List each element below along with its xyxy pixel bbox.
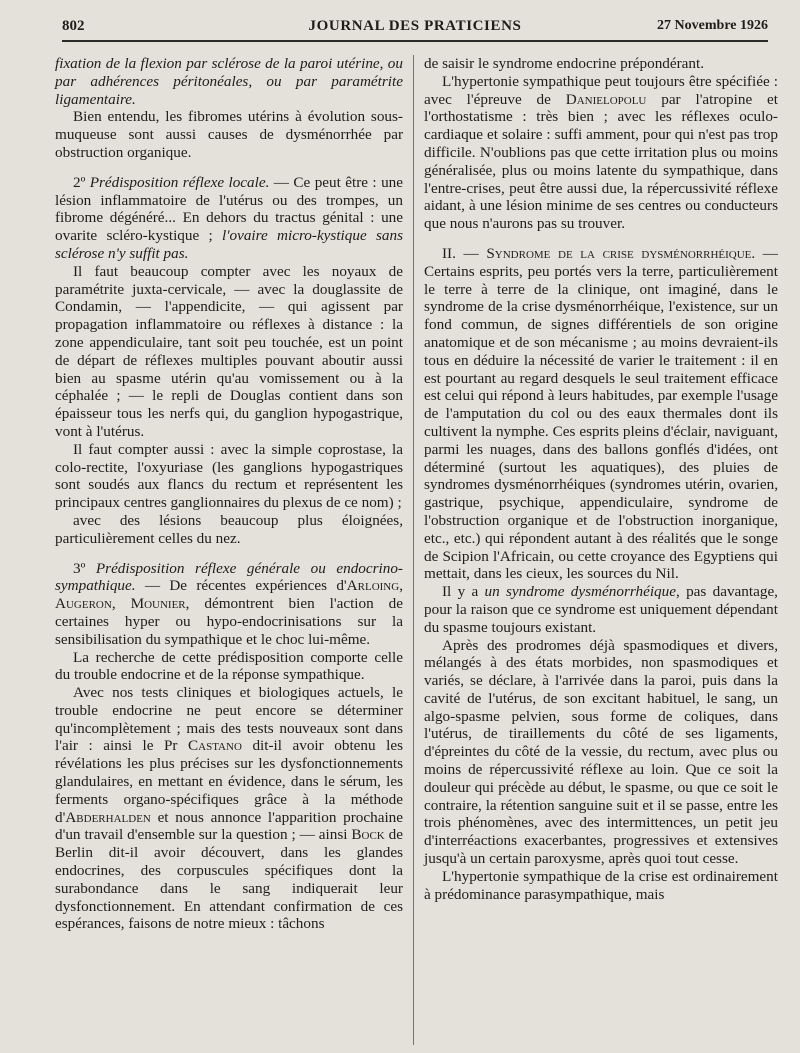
right-column	[424, 55, 778, 903]
author-name: Arloing	[346, 577, 400, 595]
author-name: Abderhalden	[65, 808, 151, 826]
section-paragraph: 2º Prédisposition réflexe locale. — Ce peut être : une lésion inflammatoire de l'utérus ou des trompes, un fibrome dégénéré... En dehors du tractus génital : une ovarite scléro-kystique ; l'ovaire micro-kystique sans sclérose n'y suffit pas.	[55, 173, 403, 262]
section-heading: Syndrome de la crise dysménorrhéique.	[486, 244, 756, 262]
author-name: Bock	[351, 826, 385, 844]
author-name: Castano	[188, 737, 242, 755]
paragraph: avec des lésions beaucoup plus éloignées, particulièrement celles du nez.	[55, 511, 403, 547]
column-divider	[413, 55, 414, 1045]
left-column	[55, 55, 403, 933]
journal-title: JOURNAL DES PRATICIENS	[308, 18, 522, 34]
paragraph: Avec nos tests cliniques et biologiques actuels, le trouble endocrine ne peut encore se déterminer qu'incomplètement ; mais des tests nouveaux sont dans l'air : ainsi le Pr Castano dit-il avoir obtenu les révélations les plus précises sur les dysfonctionnements glandulaires, en mettant en évidence, dans le sérum, les ferments organo-spécifiques grâce à la méthode d'Abderhalden et nous annonce l'apparition prochaine d'un travail d'ensemble sur la question ; — ainsi Bock de Berlin dit-il avoir découvert, dans les glandes endocrines, des corpuscules spécifiques dont la surabondance dans le sang indiquerait leur dysfonctionnement. En attendant confirmation de ces espérances, faisons de notre mieux : tâchons	[55, 684, 403, 933]
paragraph: fixation de la flexion par sclérose de la paroi utérine, ou par adhérences péritonéales, ou par paramétrite ligamentaire.	[55, 55, 403, 108]
page-number: 802	[62, 18, 85, 34]
paragraph: L'hypertonie sympathique peut toujours être spécifiée : avec l'épreuve de Danielopolu par l'atropine et l'orthostatisme : très bien ; avec les réflexes oculo-cardiaque et solaire : suffi amment, pour qui n'est pas trop difficile. N'oublions pas que cette irritation plus ou moins généralisée, plus ou moins latente du sympathique, dans l'entre-crises, peut être aussi due, la répercussivité réflexe aidant, à une lésion minime de ses centres ou conducteurs que nous n'aurons pas su trouver.	[424, 72, 778, 233]
section-paragraph: II. — Syndrome de la crise dysménorrhéique. — Certains esprits, peu portés vers la terre, particulièrement le terre à terre de la clinique, ont imaginé, dans le syndrome de la crise dysménorrhéique, l'existence, sur un fond commun, de signes différentiels de son origine anatomique et de son mécanisme ; au moins devraient-ils tous en déduire la nécessité de varier le traitement : il en est pourtant au regard desquels le seul traitement efficace est celui qui répond à leurs habitudes, par exemple l'usage de l'amputation du col ou des eaux thermales dont ils cultivent la nymphe. Ces esprits pleins d'éclair, naviguant, parmi les nuages, dans des ballons gonflés d'idées, ont déterminé (surtout les aquatiques), des pluies de syndromes dysménorrhéiques (syndromes utérin, ovarien, gastrique, psychique, appendiculaire, syndrome de l'obstruction organique et de l'obstruction inorganique, etc., etc.) qui répondent autant à des réalités que le songe de Scipion l'Africain, ou cette croyance des Egyptiens qui mettait, dans les cieux, les sources du Nil.	[424, 244, 778, 583]
issue-date: 27 Novembre 1926	[657, 18, 768, 33]
author-name: Mounier	[130, 595, 186, 613]
section-paragraph: 3º Prédisposition réflexe générale ou endocrino-sympathique. — De récentes expériences d'Arloing, Augeron, Mounier, démontrent bien l'action de certaines hyper ou hypo-endocrinisations sur la sensibilisation du sympathique et le choc lui-même.	[55, 559, 404, 648]
paragraph: Il y a un syndrome dysménorrhéique, pas davantage, pour la raison que ce syndrome est uniquement dépendant du spasme toujours existant.	[424, 583, 778, 636]
running-header	[62, 18, 768, 42]
paragraph: de saisir le syndrome endocrine prépondérant.	[424, 55, 705, 72]
paragraph: L'hypertonie sympathique de la crise est ordinairement à prédominance parasympathique, mais	[424, 867, 778, 903]
paragraph: La recherche de cette prédisposition comporte celle du trouble endocrine et de la réponse sympathique.	[55, 648, 403, 684]
author-name: Augeron	[55, 595, 112, 613]
paragraph: Il faut beaucoup compter avec les noyaux de paramétrite juxta-cervicale, — avec la douglassite de Condamin, — l'appendicite, — qui agissent par propagation inflammatoire ou réflexes à distance : la zone appendiculaire, tant soit peu touchée, est un point de départ de réflexes multiples pouvant aboutir aussi bien au spasme utérin qu'au vomissement ou à la céphalée ; — le repli de Douglas contient dans son épaisseur tous les nerfs qui, du ganglion hypogastrique, vont à l'utérus.	[55, 262, 403, 440]
paragraph: Bien entendu, les fibromes utérins à évolution sous-muqueuse sont aussi causes de dysménorrhée par obstruction organique.	[55, 108, 403, 161]
paragraph: Il faut compter aussi : avec la simple coprostase, la colo-rectite, l'oxyuriase (les ganglions hypogastriques sont soudés aux flancs du rectum et représentent les principaux centres ganglionnaires du plexus de ce nom) ;	[55, 440, 403, 512]
section-heading: Prédisposition réflexe générale ou endocrino-sympathique.	[55, 559, 403, 595]
section-heading: Prédisposition réflexe locale.	[89, 173, 270, 191]
paragraph: Après des prodromes déjà spasmodiques et divers, mélangés à des états morbides, non spasmodiques et variés, se déclare, à l'arrivée dans la paroi, puis dans la cavité de l'utérus, de son excitant habituel, le sang, un algo-spasme pelvien, sous forme de coliques, dans l'utérus, de tiraillements du côté de ses ligaments, d'épreintes du côté de la vessie, du rectum, avec plus ou moins de répercussivité réflexe au loin. Que ce soit la douleur qui précède au début, le spasme, ou que ce soit le contraire, la rétention sanguine suit et il se passe, entre les trois phénomènes, avec des intermittences, un petit jeu d'interréactions exacerbantes, progressives et extensives jusqu'à un certain paroxysme, après quoi tout cesse.	[424, 636, 778, 868]
author-name: Danielopolu	[565, 90, 647, 108]
